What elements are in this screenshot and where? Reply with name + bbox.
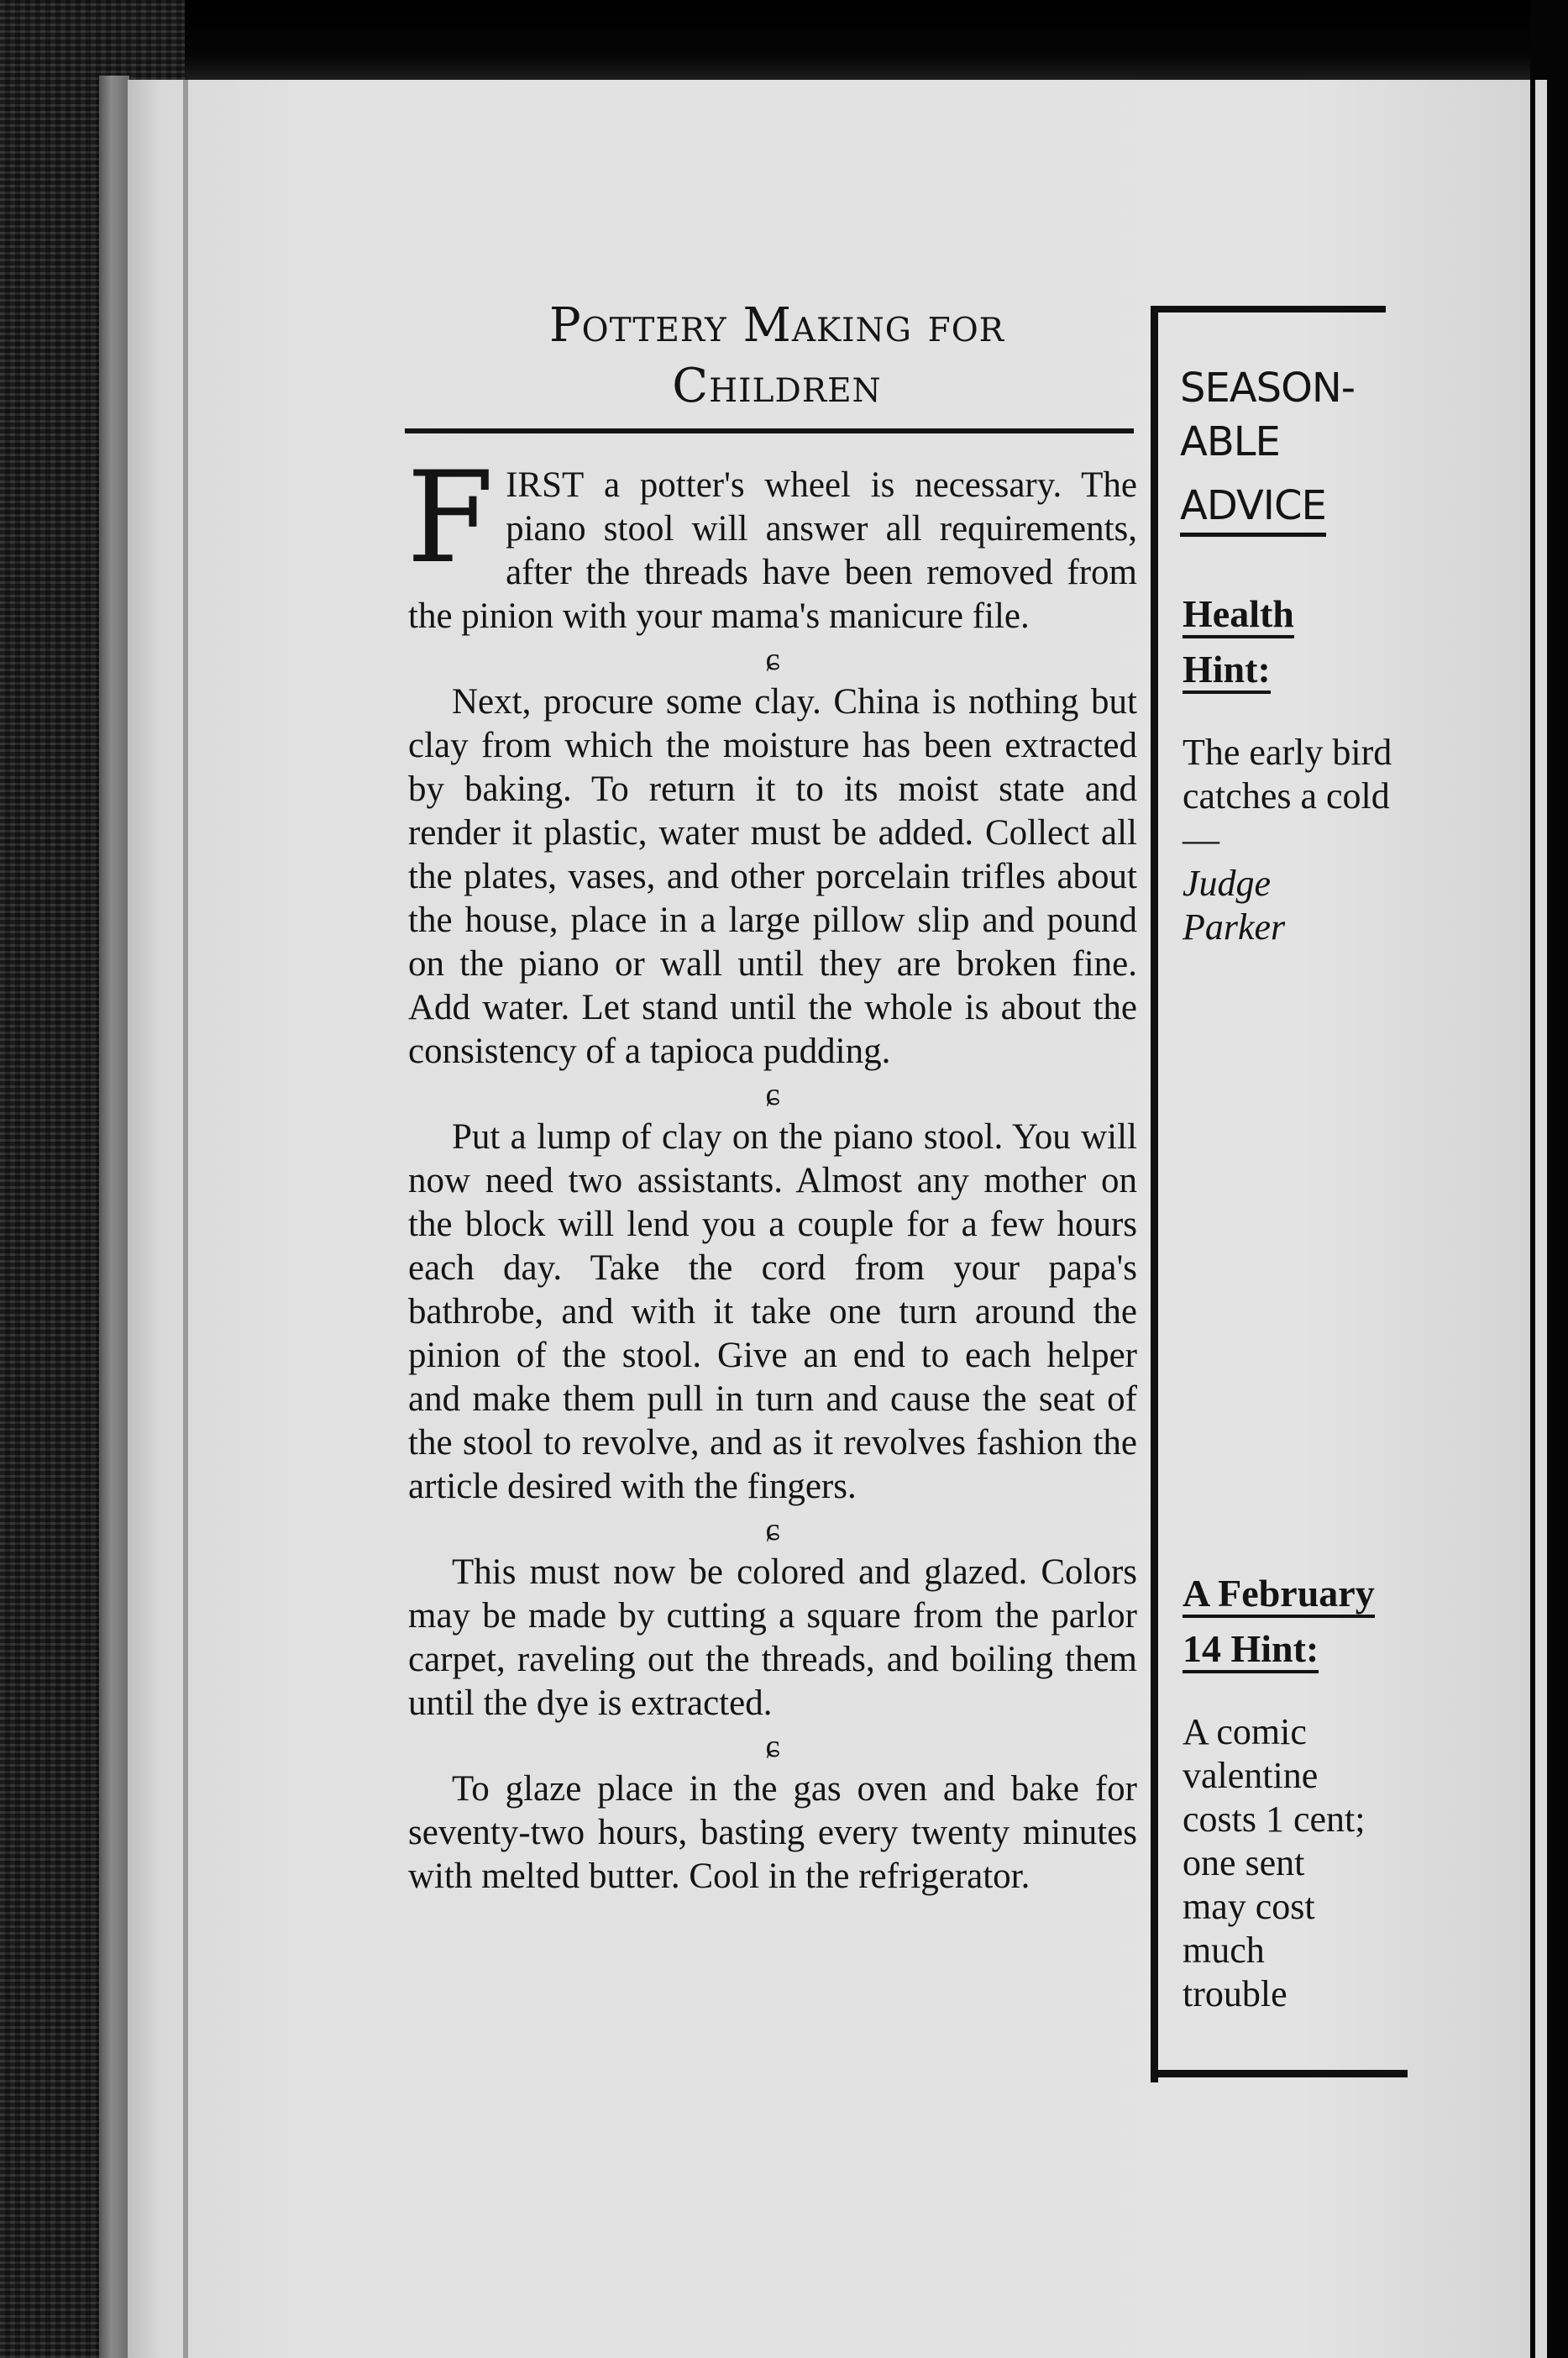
february-hint-title-line-2: 14 Hint: [1183, 1627, 1319, 1673]
paragraph-1-text: a potter's wheel is necessary. The piano stool will answer all requirements, after the threads have been removed from the pinion with your mama's manicure file. [408, 465, 1137, 636]
ornament-3: ɕ [765, 1512, 780, 1547]
sidebar-rule-bottom [1151, 2070, 1408, 2077]
page-gutter-line [183, 80, 188, 2358]
sidebar-heading-line-1: SEASON- [1180, 365, 1356, 412]
february-hint-line-4: one sent [1183, 1842, 1305, 1883]
health-hint-title-line-1: Health [1183, 592, 1294, 638]
top-shadow [0, 0, 1568, 80]
ornament-4: ɕ [765, 1729, 780, 1764]
article-title-line-1: Pottery Making for [548, 298, 1005, 353]
article-title-line-2: Children [672, 359, 882, 413]
next-page-sliver [1535, 80, 1547, 2358]
paragraph-1 [406, 445, 1137, 638]
ornament-1: ɕ [765, 642, 780, 677]
first-word: IRST [506, 465, 585, 505]
health-hint-attribution-1: Judge [1183, 863, 1272, 904]
title-rule [405, 428, 1134, 433]
sidebar-rule-left [1151, 306, 1158, 2082]
sidebar-heading-line-2: ABLE [1180, 418, 1280, 465]
health-hint-body [1183, 731, 1409, 949]
february-hint-title [1183, 1566, 1418, 1677]
health-hint-attribution-2: Parker [1183, 906, 1286, 948]
health-hint-title [1183, 586, 1418, 697]
binding-edge [99, 76, 129, 2358]
paragraph-5: To glaze place in the gas oven and bake for seventy-two hours, basting every twenty minutes with melted butter. Cool in the refrigerator. [408, 1769, 1137, 1896]
drop-cap: F [406, 445, 495, 591]
february-hint-line-6: much [1183, 1930, 1265, 1971]
ornament-2: ɕ [765, 1077, 780, 1112]
paragraph-3: Put a lump of clay on the piano stool. You will now need two assistants. Almost any mother on the block will lend you a couple for a few hours each day. Take the cord from your papa's bathrobe, and with it take one turn around the pinion of the stool. Give an end to each helper and make them pull in turn and cause the seat of the stool to revolve, and as it revolves fashion the article desired with the fingers. [408, 1117, 1137, 1506]
paragraph-4: This must now be colored and glazed. Colors may be made by cutting a square from the parlor carpet, raveling out the threads, and boiling them until the dye is extracted. [408, 1552, 1137, 1723]
health-hint-title-line-2: Hint: [1183, 648, 1271, 694]
sidebar-heading [1180, 361, 1398, 469]
article-title [407, 296, 1146, 417]
health-hint-text: The early bird catches a cold — [1183, 732, 1392, 860]
february-hint-line-7: trouble [1183, 1973, 1287, 2014]
paragraph-2: Next, procure some clay. China is nothing but clay from which the moisture has been extracted by baking. To return it to its moist state and render it plastic, water must be added. Collect all the plates, vases, and other porcelain trifles about the house, place in a large pillow slip and pound on the piano or wall until they are broken fine. Add water. Let stand until the whole is about the consistency of a tapioca pudding. [408, 682, 1137, 1071]
february-hint-title-line-1: A February [1183, 1572, 1375, 1618]
february-hint-line-5: may cost [1183, 1886, 1315, 1927]
february-hint-line-1: A comic [1183, 1711, 1307, 1752]
sidebar-rule-top [1151, 306, 1386, 312]
sidebar-heading-advice: ADVICE [1180, 481, 1326, 537]
february-hint-line-3: costs 1 cent; [1183, 1799, 1366, 1840]
february-hint-line-2: valentine [1183, 1755, 1319, 1796]
february-hint-body [1183, 1710, 1409, 2016]
article-body [406, 445, 1137, 1898]
